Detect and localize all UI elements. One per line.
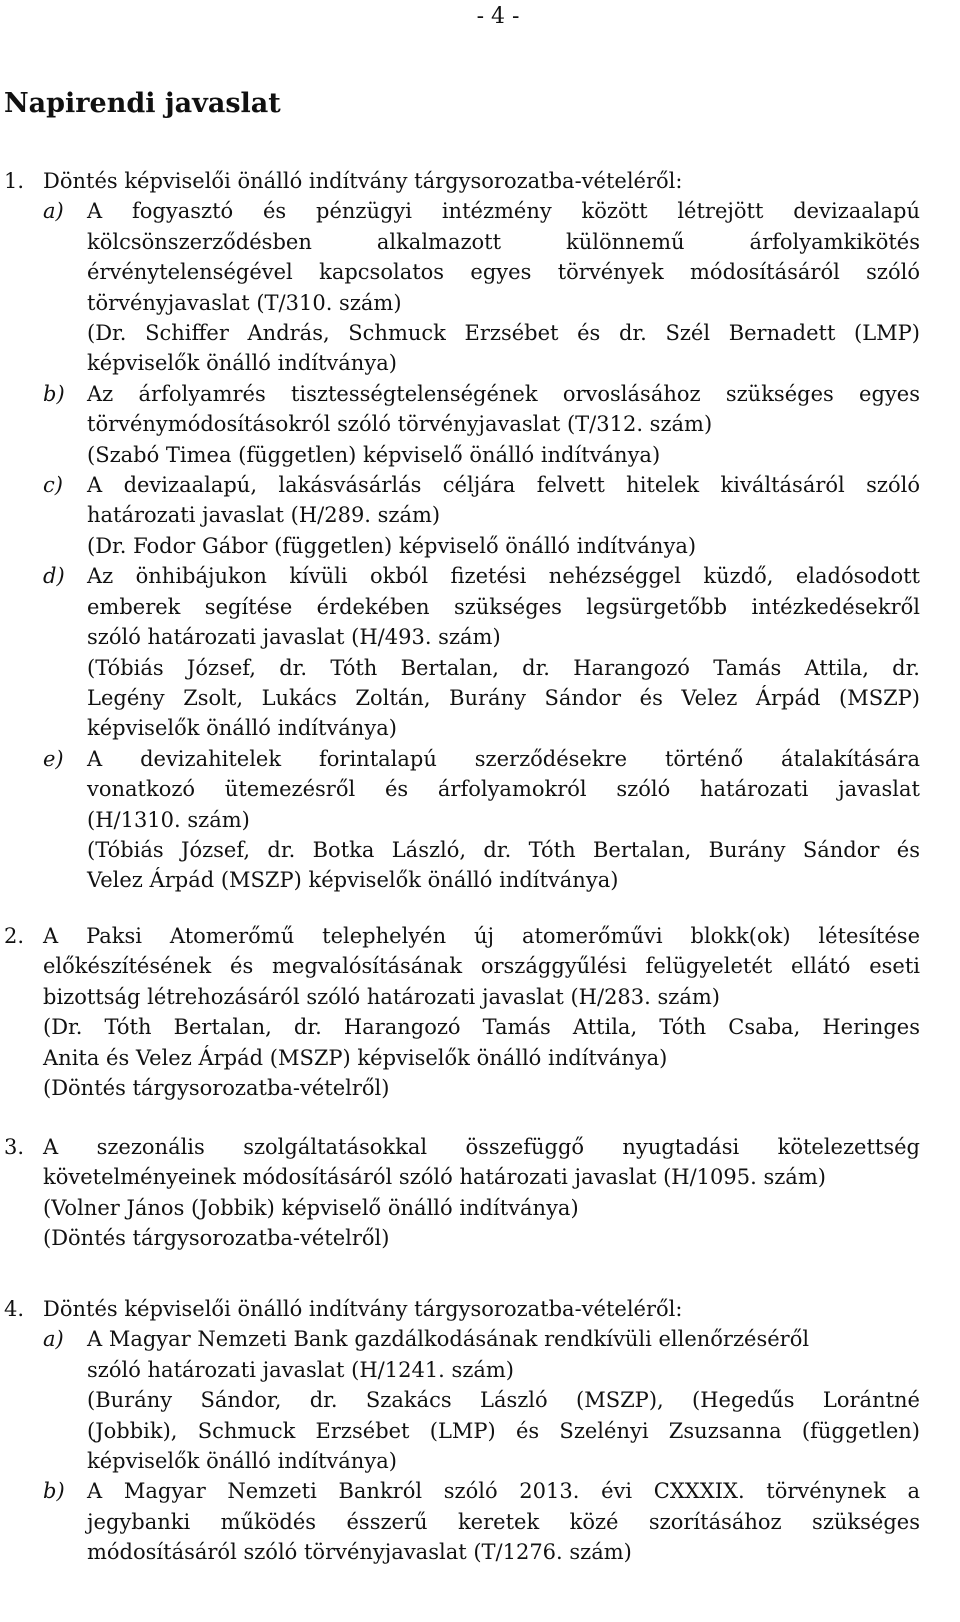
text-line: módosításáról szóló törvényjavaslat (T/1276. szám) (87, 1540, 632, 1565)
text-line: emberek segítése érdekében szükséges legsürgetőbb intézkedésekről (87, 594, 920, 619)
item-number: 4. (4, 1297, 25, 1321)
text-line: Az árfolyamrés tisztességtelenségének orvoslásához szükséges egyes (87, 381, 920, 406)
text-line: (Dr. Tóth Bertalan, dr. Harangozó Tamás Attila, Tóth Csaba, Heringes (43, 1015, 920, 1040)
sub-item-a (43, 196, 920, 378)
text-line: A Paksi Atomerőmű telephelyén új atomerőművi blokk(ok) létesítése (43, 924, 920, 948)
sub-item-e (43, 744, 920, 896)
text-line: (H/1310. szám) (87, 807, 250, 832)
sub-item-d (43, 561, 920, 743)
item-number: 1. (4, 169, 25, 193)
text-line: törvénymódosításokról szóló törvényjavaslat (T/312. szám) (87, 412, 713, 437)
agenda-item-3 (0, 1132, 960, 1254)
text-line: (Döntés tárgysorozatba-vételről) (43, 1076, 390, 1101)
text-line: A szezonális szolgáltatásokkal összefüggő nyugtadási kötelezettség (43, 1135, 920, 1159)
text-line: érvénytelenségével kapcsolatos egyes törvények módosításáról szóló (87, 260, 920, 285)
text-line: Velez Árpád (MSZP) képviselők önálló indítványa) (87, 868, 619, 893)
text-line: (Jobbik), Schmuck Erzsébet (LMP) és Szelényi Zsuzsanna (független) (87, 1418, 920, 1443)
text-line: törvényjavaslat (T/310. szám) (87, 290, 402, 315)
sub-letter: d) (43, 564, 65, 589)
text-line: (Burány Sándor, dr. Szakács László (MSZP), (Hegedűs Lorántné (87, 1388, 920, 1413)
page-title: Napirendi javaslat (4, 88, 281, 119)
text-line: szóló határozati javaslat (H/1241. szám) (87, 1357, 515, 1382)
text-line: határozati javaslat (H/289. szám) (87, 503, 441, 528)
sub-letter: e) (43, 746, 64, 771)
agenda-item-4 (0, 1294, 960, 1568)
page-number: - 4 - (476, 4, 520, 29)
text-line: követelményeinek módosításáról szóló határozati javaslat (H/1095. szám) (43, 1165, 826, 1190)
text-line: jegybanki működés ésszerű keretek közé szorításához szükséges (87, 1509, 920, 1534)
text-line: előkészítésének és megvalósításának országgyűlési felügyeletét ellátó eseti (43, 954, 920, 979)
sub-item-b (43, 1476, 920, 1567)
text-line: A devizahitelek forintalapú szerződésekre történő átalakítására (87, 746, 920, 771)
text-line: A fogyasztó és pénzügyi intézmény között létrejött devizaalapú (87, 199, 920, 224)
sub-letter: c) (43, 473, 63, 498)
sub-item-b (43, 379, 920, 470)
sub-letter: a) (43, 1327, 64, 1352)
text-line: (Döntés tárgysorozatba-vételről) (43, 1226, 390, 1251)
sub-letter: b) (43, 381, 65, 406)
sub-item-a (43, 1324, 920, 1476)
text-line: (Tóbiás József, dr. Tóth Bertalan, dr. Harangozó Tamás Attila, dr. (87, 655, 920, 680)
text-line: képviselők önálló indítványa) (87, 351, 397, 376)
text-line: Az önhibájukon kívüli okból fizetési nehézséggel küzdő, eladósodott (87, 564, 920, 589)
text-line: A Magyar Nemzeti Bank gazdálkodásának rendkívüli ellenőrzéséről (87, 1327, 810, 1352)
text-line: szóló határozati javaslat (H/493. szám) (87, 625, 501, 650)
sub-letter: a) (43, 199, 64, 224)
text-line: (Tóbiás József, dr. Botka László, dr. Tóth Bertalan, Burány Sándor és (87, 837, 920, 862)
text-line: kölcsönszerződésben alkalmazott különnemű árfolyamkikötés (87, 229, 920, 254)
item-number: 2. (4, 924, 25, 948)
item-number: 3. (4, 1135, 25, 1159)
text-line: bizottság létrehozásáról szóló határozati javaslat (H/283. szám) (43, 984, 720, 1009)
text-line: (Dr. Fodor Gábor (független) képviselő önálló indítványa) (87, 533, 697, 558)
text-line: vonatkozó ütemezésről és árfolyamokról szóló határozati javaslat (87, 777, 920, 802)
sub-item-c (43, 470, 920, 561)
text-line: képviselők önálló indítványa) (87, 716, 397, 741)
item-heading: Döntés képviselői önálló indítvány tárgysorozatba-vételéről: (43, 169, 683, 193)
text-line: A Magyar Nemzeti Bankról szóló 2013. évi CXXXIX. törvénynek a (87, 1479, 920, 1504)
item-heading: Döntés képviselői önálló indítvány tárgysorozatba-vételéről: (43, 1297, 683, 1321)
text-line: (Volner János (Jobbik) képviselő önálló indítványa) (43, 1195, 579, 1220)
agenda-item-2 (0, 921, 960, 1103)
text-line: Legény Zsolt, Lukács Zoltán, Burány Sándor és Velez Árpád (MSZP) (87, 685, 920, 710)
agenda-item-1 (0, 166, 960, 896)
sub-letter: b) (43, 1479, 65, 1504)
text-line: Anita és Velez Árpád (MSZP) képviselők önálló indítványa) (43, 1045, 668, 1070)
text-line: (Dr. Schiffer András, Schmuck Erzsébet és dr. Szél Bernadett (LMP) (87, 321, 920, 346)
text-line: A devizaalapú, lakásvásárlás céljára felvett hitelek kiváltásáról szóló (87, 473, 920, 498)
text-line: (Szabó Timea (független) képviselő önálló indítványa) (87, 442, 661, 467)
text-line: képviselők önálló indítványa) (87, 1449, 397, 1474)
